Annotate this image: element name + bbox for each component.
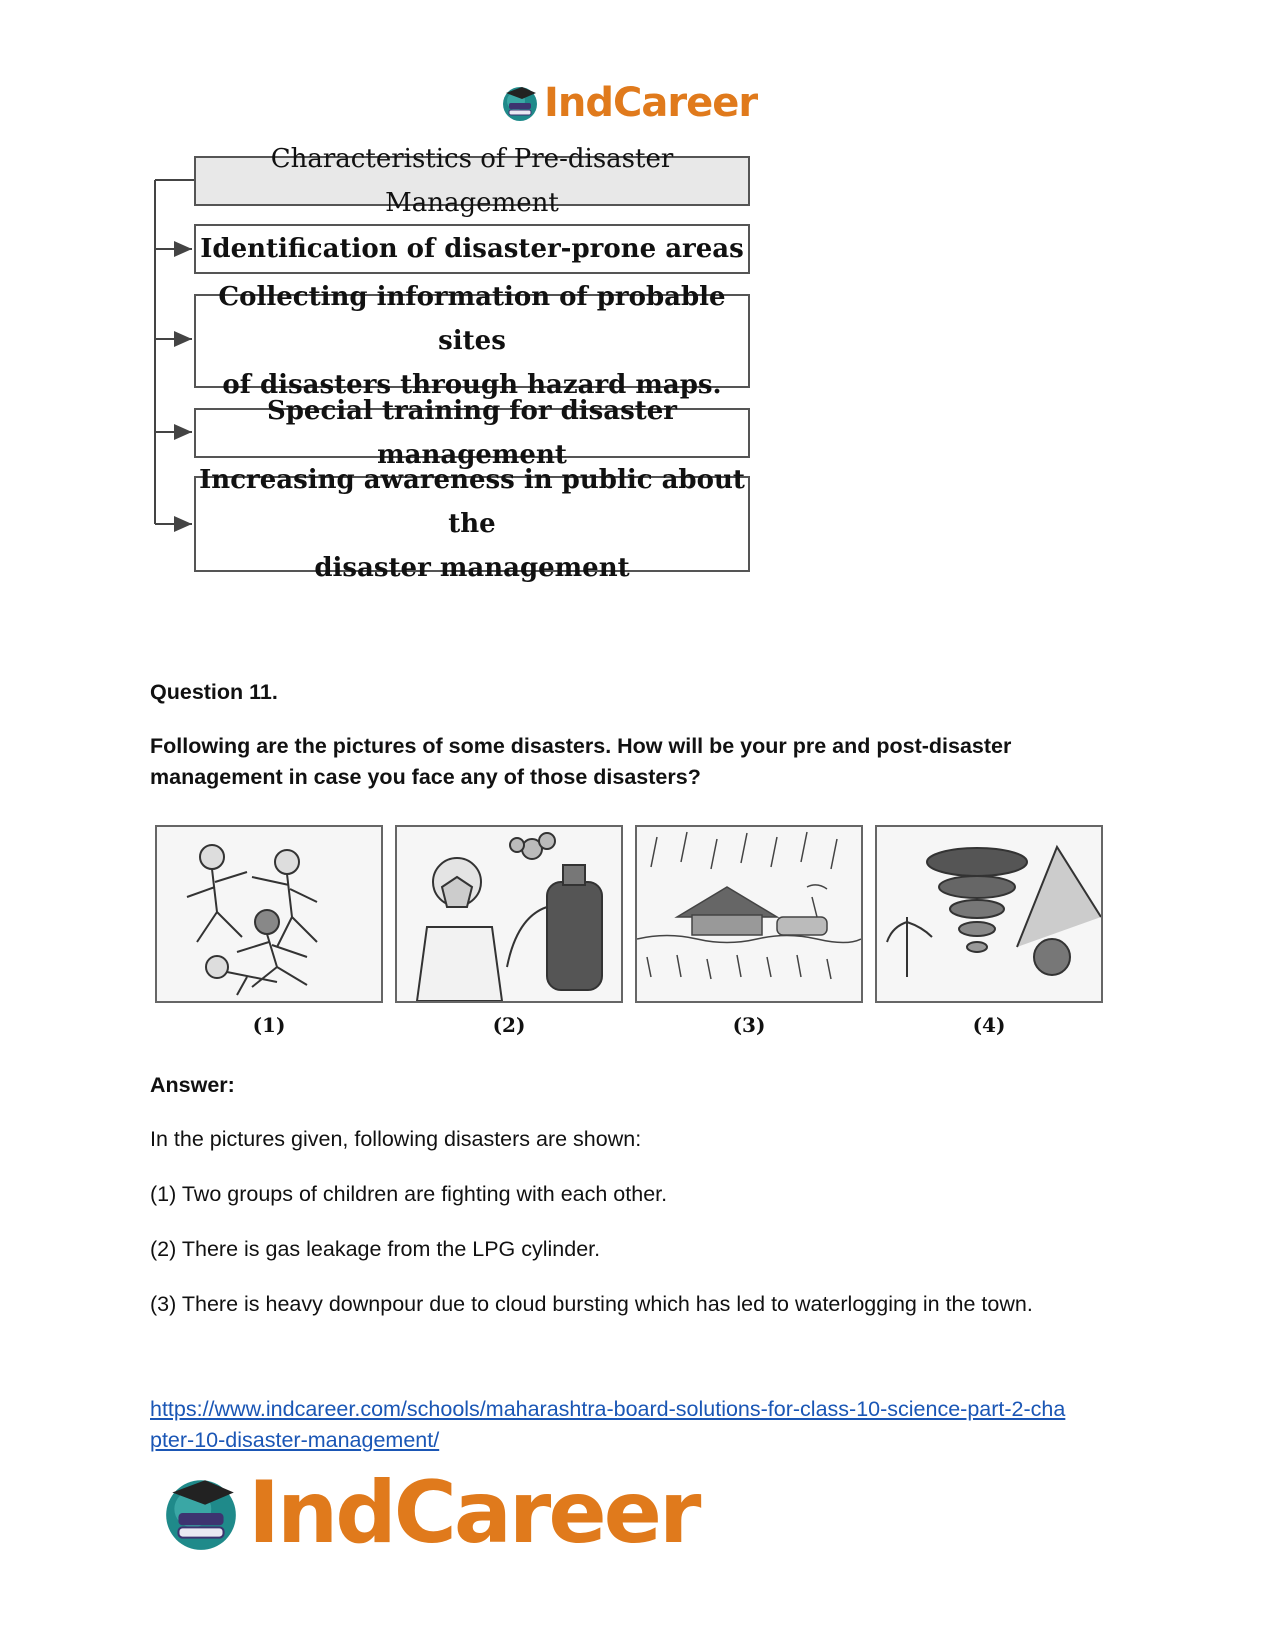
children-fighting-icon bbox=[155, 825, 383, 1003]
diagram-item-2 bbox=[194, 282, 750, 400]
diagram-heading: Characteristics of Pre-disaster Management bbox=[194, 156, 750, 206]
globe-cap-icon bbox=[160, 1472, 242, 1554]
brand-name: IndCareer bbox=[544, 80, 758, 126]
indcareer-logo-bottom bbox=[160, 1463, 699, 1563]
disaster-pictures bbox=[155, 825, 1125, 1035]
diagram-item-4-line1: Increasing awareness in public about the bbox=[199, 465, 745, 539]
picture-label-1: (1) bbox=[252, 1013, 286, 1037]
source-link-line1[interactable]: https://www.indcareer.com/schools/maharashtra-board-solutions-for-class-10-science-part-2-cha bbox=[150, 1397, 1066, 1421]
diagram-item-2-line2: of disasters through hazard maps. bbox=[222, 370, 722, 400]
gas-leak-icon bbox=[395, 825, 623, 1003]
source-link[interactable] bbox=[150, 1394, 1065, 1456]
indcareer-logo-top bbox=[500, 80, 757, 126]
picture-label-2: (2) bbox=[492, 1013, 526, 1037]
diagram-item-1 bbox=[194, 224, 750, 274]
answer-label: Answer: bbox=[150, 1073, 235, 1097]
diagram-item-3 bbox=[194, 396, 750, 470]
picture-label-4: (4) bbox=[972, 1013, 1006, 1037]
globe-cap-icon bbox=[500, 83, 540, 123]
picture-label-3: (3) bbox=[732, 1013, 766, 1037]
pre-disaster-diagram bbox=[150, 144, 790, 626]
tornado-icon bbox=[875, 825, 1103, 1003]
cloudburst-flood-icon bbox=[635, 825, 863, 1003]
source-link-line2[interactable]: pter-10-disaster-management/ bbox=[150, 1428, 440, 1452]
answer-intro: In the pictures given, following disasters are shown: bbox=[150, 1127, 642, 1151]
diagram-item-2-line1: Collecting information of probable sites bbox=[218, 282, 726, 356]
answer-point-1: (1) Two groups of children are fighting with each other. bbox=[150, 1182, 668, 1206]
question-text: Following are the pictures of some disasters. How will be your pre and post-disaster management in case you face any of those disasters? bbox=[150, 734, 1012, 789]
diagram-item-4-line2: disaster management bbox=[314, 553, 630, 583]
answer-point-2: (2) There is gas leakage from the LPG cylinder. bbox=[150, 1237, 601, 1261]
diagram-item-3-text: Special training for disaster management bbox=[266, 396, 678, 470]
brand-name: IndCareer bbox=[248, 1463, 699, 1563]
diagram-item-4 bbox=[194, 465, 750, 583]
question-number: Question 11. bbox=[150, 680, 278, 704]
diagram-item-1-text: Identification of disaster-prone areas bbox=[200, 234, 744, 264]
answer-point-3: (3) There is heavy downpour due to cloud bursting which has led to waterlogging in the town. bbox=[150, 1292, 1033, 1316]
